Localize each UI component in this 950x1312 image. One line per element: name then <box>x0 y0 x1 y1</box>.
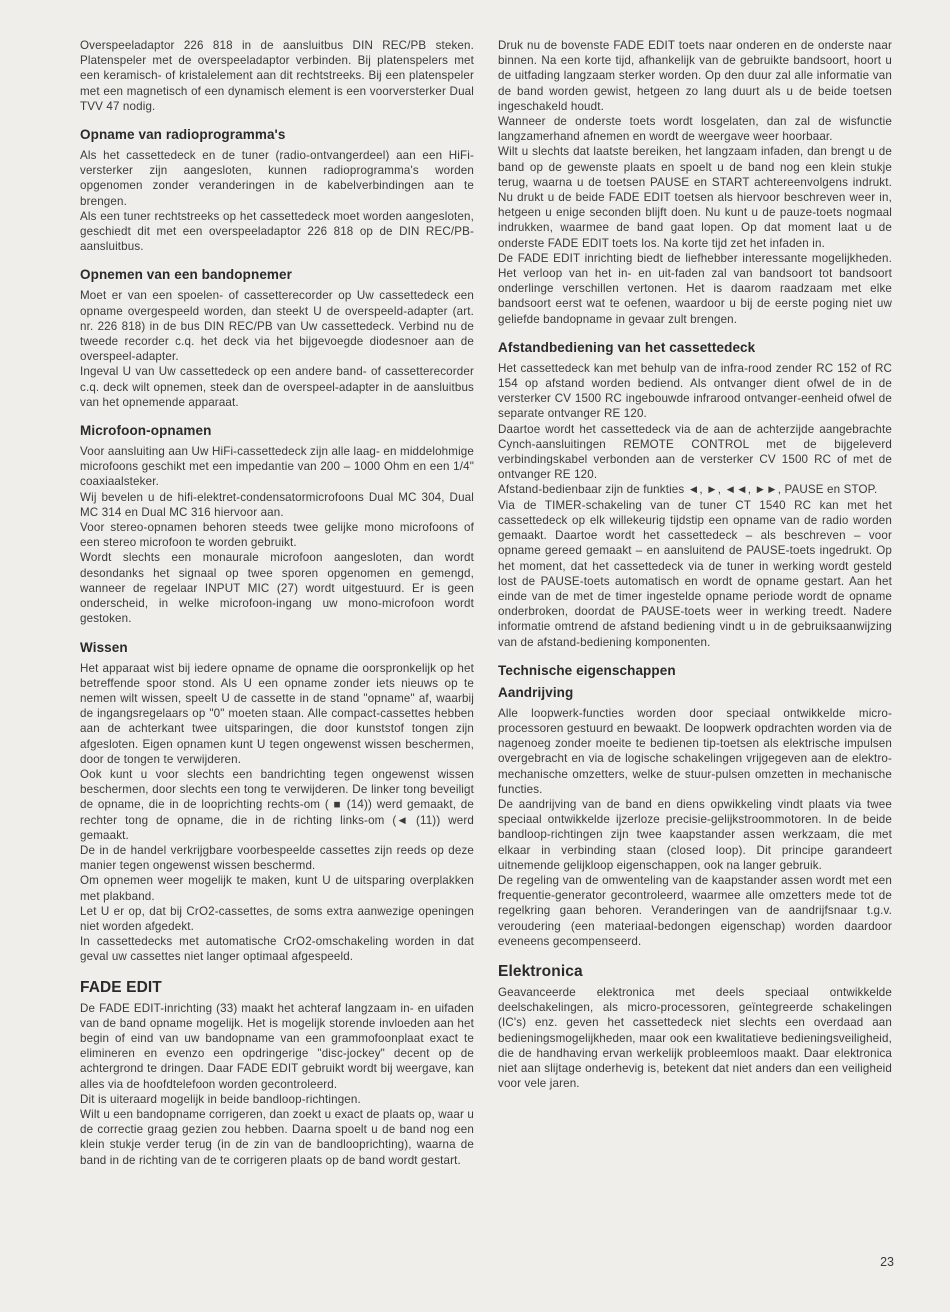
body-paragraph: Wilt u slechts dat laatste bereiken, het langzaam infaden, dan brengt u de band op de gewenste plaats en spoelt u de band nog een klein stukje terug, waarna u de toetsen PAUSE en START achtereenvolgens indrukt. Nu drukt u de beide FADE EDIT toetsen als hiervoor beschreven weer in, hetgeen u enige seconden blijft doen. Nu kunt u de pauze-toets nogmaal indrukken, waarmee de band gaat lopen. Op dat moment laat u de onderste FADE EDIT toets los. Na korte tijd zet het infaden in. <box>498 145 892 250</box>
section-heading: Aandrijving <box>498 684 574 700</box>
body-paragraph: De FADE EDIT inrichting biedt de liefhebber interessante mogelijkheden. Het verloop van het in- en uit-faden zal van bandsoort tot bandsoort onderlinge verschillen vertonen. Het is daarom raadzaam met elke bandsoort eerst wat te oefenen, waardoor u bij de eerste poging niet uw geliefde bandopname in gevaar zult brengen. <box>498 251 892 326</box>
body-paragraph: Voor stereo-opnamen behoren steeds twee gelijke mono microfoons of een stereo microfoon te worden gebruikt. <box>80 521 474 550</box>
body-paragraph: Geavanceerde elektronica met deels speciaal ontwikkelde deelschakelingen, als micro-processoren, geïntegreerde schakelingen (IC's) enz. geven het cassettedeck niet slechts een overdaad aan bedieningsmogelijkheden, maar ook een kwalitatieve bedieningsveiligheid, die de handhaving ervan werkelijk probleemloos maakt. Daar elektronica niet aan slijtage onderhevig is, betekent dat niet anders dan een veiligheid voor vele jaren. <box>498 985 892 1091</box>
body-paragraph: Afstand-bedienbaar zijn de funkties ◄, ►, ◄◄, ►►, PAUSE en STOP. <box>498 483 878 497</box>
body-paragraph: De in de handel verkrijgbare voorbespeelde cassettes zijn reeds op deze manier tegen ongewenst wissen beschermd. <box>80 843 474 873</box>
section-heading: Opname van radioprogramma's <box>80 127 286 143</box>
right-column <box>498 38 892 1091</box>
body-paragraph: Wanneer de onderste toets wordt losgelaten, dan zal de wisfunctie langzamerhand afnemen en wordt de weergave weer hoorbaar. <box>498 115 892 144</box>
left-column <box>80 38 474 1168</box>
section-heading: Microfoon-opnamen <box>80 423 212 439</box>
body-paragraph: Via de TIMER-schakeling van de tuner CT 1540 RC kan met het cassettedeck op elk willekeurig tijdstip een opname van de radio worden gemaakt. Daartoe wordt het cassettedeck – als beschreven – voor opname gereed gemaakt – en aansluitend de PAUSE-toets ingedrukt. Op het moment, dat het cassettedeck via de tuner in werking wordt gesteld lost de PAUSE-toets automatisch en wordt de opname gestart. Aan het einde van de met de timer ingestelde opname periode wordt de opname onderbroken, doordat de PAUSE-toets weer in werking treedt. Nadere informatie omtrend de afstand bediening vindt u in de gebruiksaanwijzing van de afstand-bediening komponenten. <box>498 498 892 649</box>
body-paragraph: Druk nu de bovenste FADE EDIT toets naar onderen en de onderste naar binnen. Na een korte tijd, afhankelijk van de gebruikte bandsoort, hoort u de uitfading langzaam sterker worden. Op den duur zal alle informatie van de band worden gewist, hetgeen zo lang duurt als u de beide toetsen ingeschakeld houdt. <box>498 39 892 113</box>
body-paragraph: Als een tuner rechtstreeks op het cassettedeck moet worden aangesloten, geschiedt dit met een overspeeladaptor 226 818 op de DIN REC/PB-aansluitbus. <box>80 209 474 254</box>
section-heading: Opnemen van een bandopnemer <box>80 267 292 283</box>
body-paragraph: Dit is uiteraard mogelijk in beide bandloop-richtingen. <box>80 1092 361 1106</box>
body-paragraph: Wordt slechts een monaurale microfoon aangesloten, dan wordt desondanks het signaal op twee sporen opgenomen en gemengd, wanneer de regelaar INPUT MIC (27) wordt uitgestuurd. Er is geen onderscheid, in welke microfoon-ingang uw mono-microfoon wordt gestoken. <box>80 551 474 626</box>
body-paragraph: Ook kunt u voor slechts een bandrichting tegen ongewenst wissen beschermen, door slechts een tong te verwijderen. De linker tong beveiligt de opname, die in de looprichting rechts-om ( ■ (14)) werd gemaakt, de rechter tong de opname, die in de richting links-om (◄ (11)) werd gemaakt. <box>80 767 474 842</box>
body-paragraph: Let U er op, dat bij CrO2-cassettes, de soms extra aanwezige openingen niet worden afgedekt. <box>80 904 474 933</box>
body-paragraph: Ingeval U van Uw cassettedeck op een andere band- of cassetterecorder c.q. deck wilt opnemen, steek dan de overspeel-adapter in de aansluitbus van het opnemende apparaat. <box>80 365 474 409</box>
body-paragraph: Om opnemen weer mogelijk te maken, kunt U de uitsparing overplakken met plakband. <box>80 874 474 903</box>
page-number: 23 <box>880 1255 894 1269</box>
body-paragraph: Wilt u een bandopname corrigeren, dan zoekt u exact de plaats op, waar u de correctie graag gezien zou hebben. Daarna spoelt u de band nog een klein stukje verder terug (in de zin van de bandlooprichting), waarna de band in de richting van de te corrigeren plaats op de band wordt gestart. <box>80 1107 474 1167</box>
body-paragraph: Voor aansluiting aan Uw HiFi-cassettedeck zijn alle laag- en middelohmige microfoons geschikt met een impedantie van 200 – 1000 Ohm en een 1/4" coaxiaalsteker. <box>80 445 474 489</box>
body-paragraph: Daartoe wordt het cassettedeck via de aan de achterzijde aangebrachte Cynch-aansluitingen REMOTE CONTROL met de bijgeleverd verbindingskabel verbonden aan de versterker CV 1500 RC of met de ontvanger RE 120. <box>498 422 892 482</box>
body-paragraph: Het cassettedeck kan met behulp van de infra-rood zender RC 152 of RC 154 op afstand worden bediend. Als ontvanger dient ofwel de in de versterker CV 1500 RC ingebouwde infrarood ontvanger-eenheid ofwel de separate ontvanger RE 120. <box>498 361 892 421</box>
section-heading: Technische eigenschappen <box>498 662 676 678</box>
section-heading: Afstandbediening van het cassettedeck <box>498 339 756 355</box>
body-paragraph: Het apparaat wist bij iedere opname de opname die oorspronkelijk op het betreffende spoor stond. Als U een opname zonder iets nieuws op te nemen wilt wissen, speelt U de cassette in de stand "opname" af, waarbij de ingangsregelaars op "0" moeten staan. Alle compact-cassettes hebben aan de achterkant twee uitsparingen, die door kunststof tongen zijn afgesloten. Eigen opnamen kunt U tegen ongewenst wissen beschermen, door de tongen te verwijderen. <box>80 661 474 766</box>
body-paragraph: Overspeeladaptor 226 818 in de aansluitbus DIN REC/PB steken. Platenspeler met de overspeeladaptor verbinden. Bij platenspelers met een keramisch- of kristalelement aan dit rechtstreeks. Bij een platenspeler met een magnetisch of een dynamisch element is een voorversterker Dual TVV 47 nodig. <box>80 39 474 113</box>
body-paragraph: Alle loopwerk-functies worden door speciaal ontwikkelde micro-processoren gestuurd en bewaakt. De loopwerk opdrachten worden via de nagenoeg zonder moeite te bedienen tip-toetsen als elektrische impulsen overgebracht en via de logische schakelingen vrijgegeven aan de elektro-mechanische omzetters, welke de stuur-pulsen omzetten in mechanische functies. <box>498 706 892 796</box>
body-paragraph: In cassettedecks met automatische CrO2-omschakeling worden in dat geval uw cassettes niet langer optimaal afgespeeld. <box>80 935 474 964</box>
body-paragraph: Als het cassettedeck en de tuner (radio-ontvangerdeel) aan een HiFi-versterker zijn aangesloten, kunnen radioprogramma's worden opgenomen zonder veranderingen in de kabelverbindingen aan te brengen. <box>80 149 474 208</box>
body-paragraph: Wij bevelen u de hifi-elektret-condensatormicrofoons Dual MC 304, Dual MC 314 en Dual MC 316 hiervoor aan. <box>80 490 474 519</box>
body-paragraph: De aandrijving van de band en diens opwikkeling vindt plaats via twee speciaal ontwikkelde ijzerloze precisie-gelijkstroommotoren. In de beide bandloop-richtingen zijn twee kaapstander assen werkzaam, die met elkaar in verbinding staan (closed loop). Dit principe garandeert uitnemende gelijkloop eigenschappen, ook na langer gebruik. <box>498 797 892 872</box>
body-paragraph: De regeling van de omwenteling van de kaapstander assen wordt met een frequentie-generator gecontroleerd, waarmee alle omzetters mede tot de regelkring gaan behoren. Veranderingen van de aandrijfsnaar t.g.v. veroudering (een materiaal-bedongen eigenschap) worden daardoor eveneens gecompenseerd. <box>498 873 892 948</box>
section-heading: Wissen <box>80 639 128 655</box>
body-paragraph: Moet er van een spoelen- of cassetterecorder op Uw cassettedeck een opname overgespeeld worden, dan steekt U de overspeeld-adapter (art. nr. 226 818) in de bus DIN REC/PB van Uw cassettedeck. Verbind nu de tweede recorder c.q. het deck via het bijgevoegde diodesnoer aan de overspeel-adapter. <box>80 289 474 364</box>
section-heading: FADE EDIT <box>80 978 162 996</box>
section-heading: Elektronica <box>498 962 583 980</box>
body-paragraph: De FADE EDIT-inrichting (33) maakt het achteraf langzaam in- en uifaden van de band opname mogelijk. Het is mogelijk storende invloeden aan het begin of eind van uw bandopname van een grammofoonplaat exact te elimineren en evenzo een opdringerige "disc-jockey" decent op de achtergrond te dringen. Daar FADE EDIT gebruikt wordt bij weergave, kan alles via de hoofdtelefoon worden gecontroleerd. <box>80 1001 474 1091</box>
